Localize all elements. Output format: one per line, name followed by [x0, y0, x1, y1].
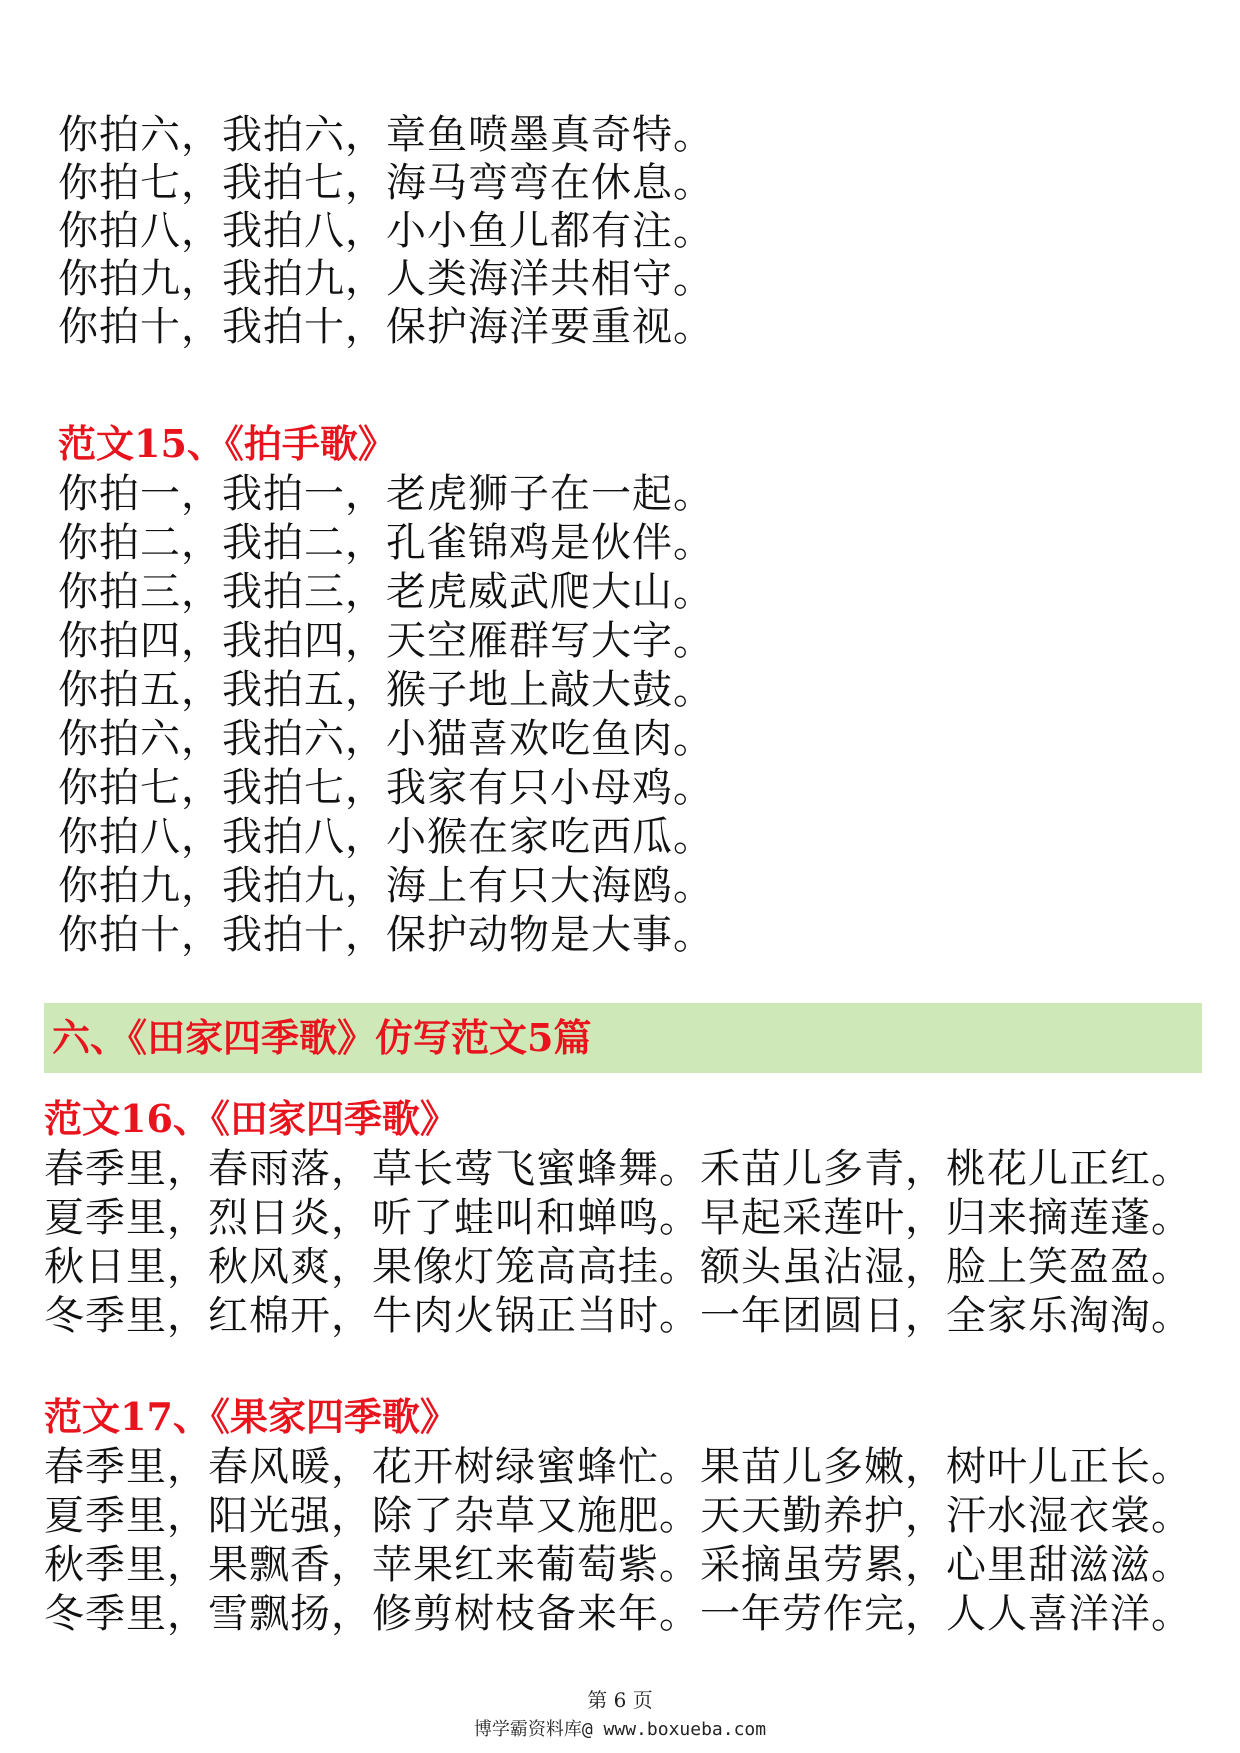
poem-line: 春季里，春风暖，花开树绿蜜蜂忙。果苗儿多嫩，树叶儿正长。 [44, 1444, 1192, 1490]
poem-line: 你拍二，我拍二，孔雀锦鸡是伙伴。 [58, 520, 714, 566]
poem-line: 你拍七，我拍七，海马弯弯在休息。 [58, 160, 714, 206]
poem-line: 你拍十，我拍十，保护海洋要重视。 [58, 304, 714, 350]
poem-line: 你拍五，我拍五，猴子地上敲大鼓。 [58, 667, 714, 713]
poem-line: 夏季里，烈日炎，听了蛙叫和蝉鸣。早起采莲叶，归来摘莲蓬。 [44, 1195, 1192, 1241]
poem-line: 春季里，春雨落，草长莺飞蜜蜂舞。禾苗儿多青，桃花儿正红。 [44, 1146, 1192, 1192]
essay-16-heading: 范文16、《田家四季歌》 [44, 1096, 458, 1141]
poem-line: 你拍九，我拍九，海上有只大海鸥。 [58, 863, 714, 909]
poem-line: 你拍一，我拍一，老虎狮子在一起。 [58, 471, 714, 517]
essay-15-heading: 范文15、《拍手歌》 [58, 421, 396, 466]
site-watermark: 博学霸资料库@ www.boxueba.com [473, 1719, 767, 1740]
section-heading-band [44, 1003, 1202, 1073]
poem-line: 你拍八，我拍八，小小鱼儿都有注。 [58, 208, 714, 254]
poem-line: 夏季里，阳光强，除了杂草又施肥。天天勤养护，汗水湿衣裳。 [44, 1493, 1192, 1539]
poem-line: 冬季里，雪飘扬，修剪树枝备来年。一年劳作完，人人喜洋洋。 [44, 1591, 1192, 1637]
poem-line: 你拍四，我拍四，天空雁群写大字。 [58, 618, 714, 664]
poem-line: 你拍六，我拍六，小猫喜欢吃鱼肉。 [58, 716, 714, 762]
essay-17-heading: 范文17、《果家四季歌》 [44, 1394, 458, 1439]
poem-line: 秋季里，果飘香，苹果红来葡萄紫。采摘虽劳累，心里甜滋滋。 [44, 1542, 1192, 1588]
poem-line: 你拍三，我拍三，老虎威武爬大山。 [58, 569, 714, 615]
page-number: 第 6 页 [587, 1688, 653, 1712]
section-six-title: 六、《田家四季歌》仿写范文5篇 [52, 1015, 592, 1060]
poem-line: 冬季里，红棉开，牛肉火锅正当时。一年团圆日，全家乐淘淘。 [44, 1293, 1192, 1339]
poem-line: 你拍六，我拍六，章鱼喷墨真奇特。 [58, 112, 714, 158]
poem-line: 你拍八，我拍八，小猴在家吃西瓜。 [58, 814, 714, 860]
poem-line: 你拍十，我拍十，保护动物是大事。 [58, 912, 714, 958]
poem-line: 你拍九，我拍九，人类海洋共相守。 [58, 256, 714, 302]
poem-line: 秋日里，秋风爽，果像灯笼高高挂。额头虽沾湿，脸上笑盈盈。 [44, 1244, 1192, 1290]
poem-line: 你拍七，我拍七，我家有只小母鸡。 [58, 765, 714, 811]
